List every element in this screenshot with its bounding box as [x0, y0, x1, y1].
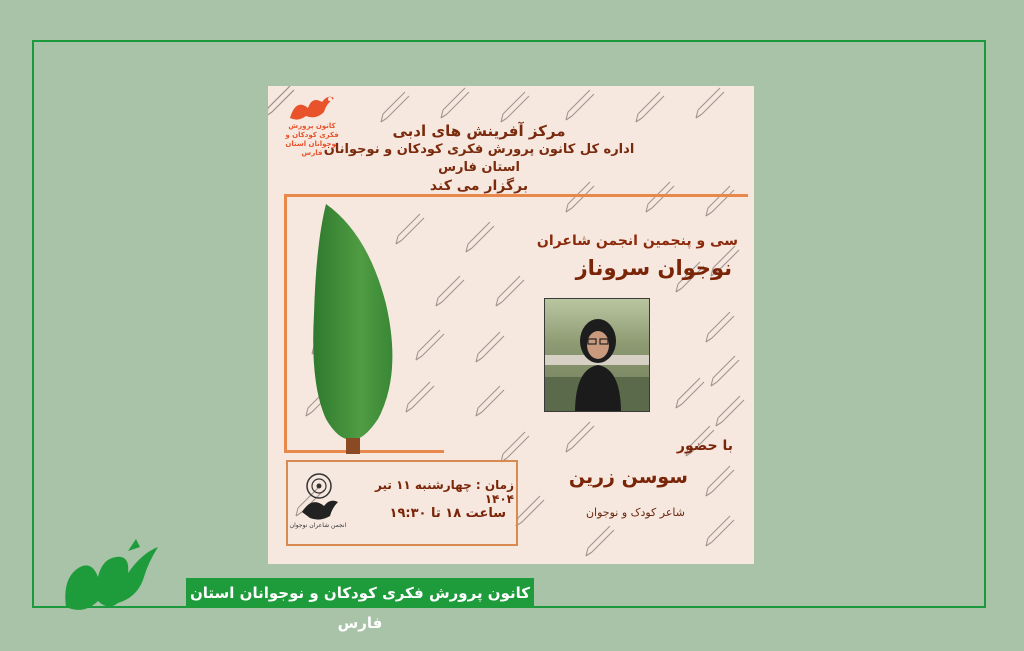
frame-line-top [284, 194, 748, 197]
guest-role: شاعر کودک و نوجوان [585, 506, 685, 519]
guest-name: سوسن زرین [568, 466, 688, 488]
event-title: نوجوان سروناز [575, 256, 732, 280]
frame-line-left [284, 194, 287, 452]
event-hours: ساعت ۱۸ تا ۱۹:۳۰ [389, 506, 506, 521]
footer-caption-bar: کانون پرورش فکری کودکان و نوجوانان استان فارس [186, 578, 534, 608]
cypress-tree-icon [308, 204, 398, 454]
logo-caption: کانون پرورش فکری کودکان و نوجوانان استان فارس [285, 122, 339, 157]
event-date: زمان : چهارشنبه ۱۱ تیر ۱۴۰۴ [375, 478, 514, 506]
time-box [286, 460, 518, 546]
poster-header [314, 122, 644, 195]
event-subtitle: سی و پنجمین انجمن شاعران [536, 233, 738, 249]
event-poster [268, 86, 754, 564]
header-line-2: اداره کل کانون پرورش فکری کودکان و نوجوانان استان فارس [323, 142, 635, 175]
header-line-3: برگزار می کند [429, 178, 529, 194]
with-presence-label: با حضور [676, 438, 733, 454]
header-line-1: مرکز آفرینش های ادبی [392, 122, 566, 140]
guest-photo [544, 298, 650, 412]
emblem-caption: انجمن شاعران نوجوان [289, 522, 347, 529]
kanoon-bird-logo-icon [58, 537, 170, 615]
guest-portrait-icon [545, 299, 650, 412]
bird-logo-icon [286, 92, 338, 122]
